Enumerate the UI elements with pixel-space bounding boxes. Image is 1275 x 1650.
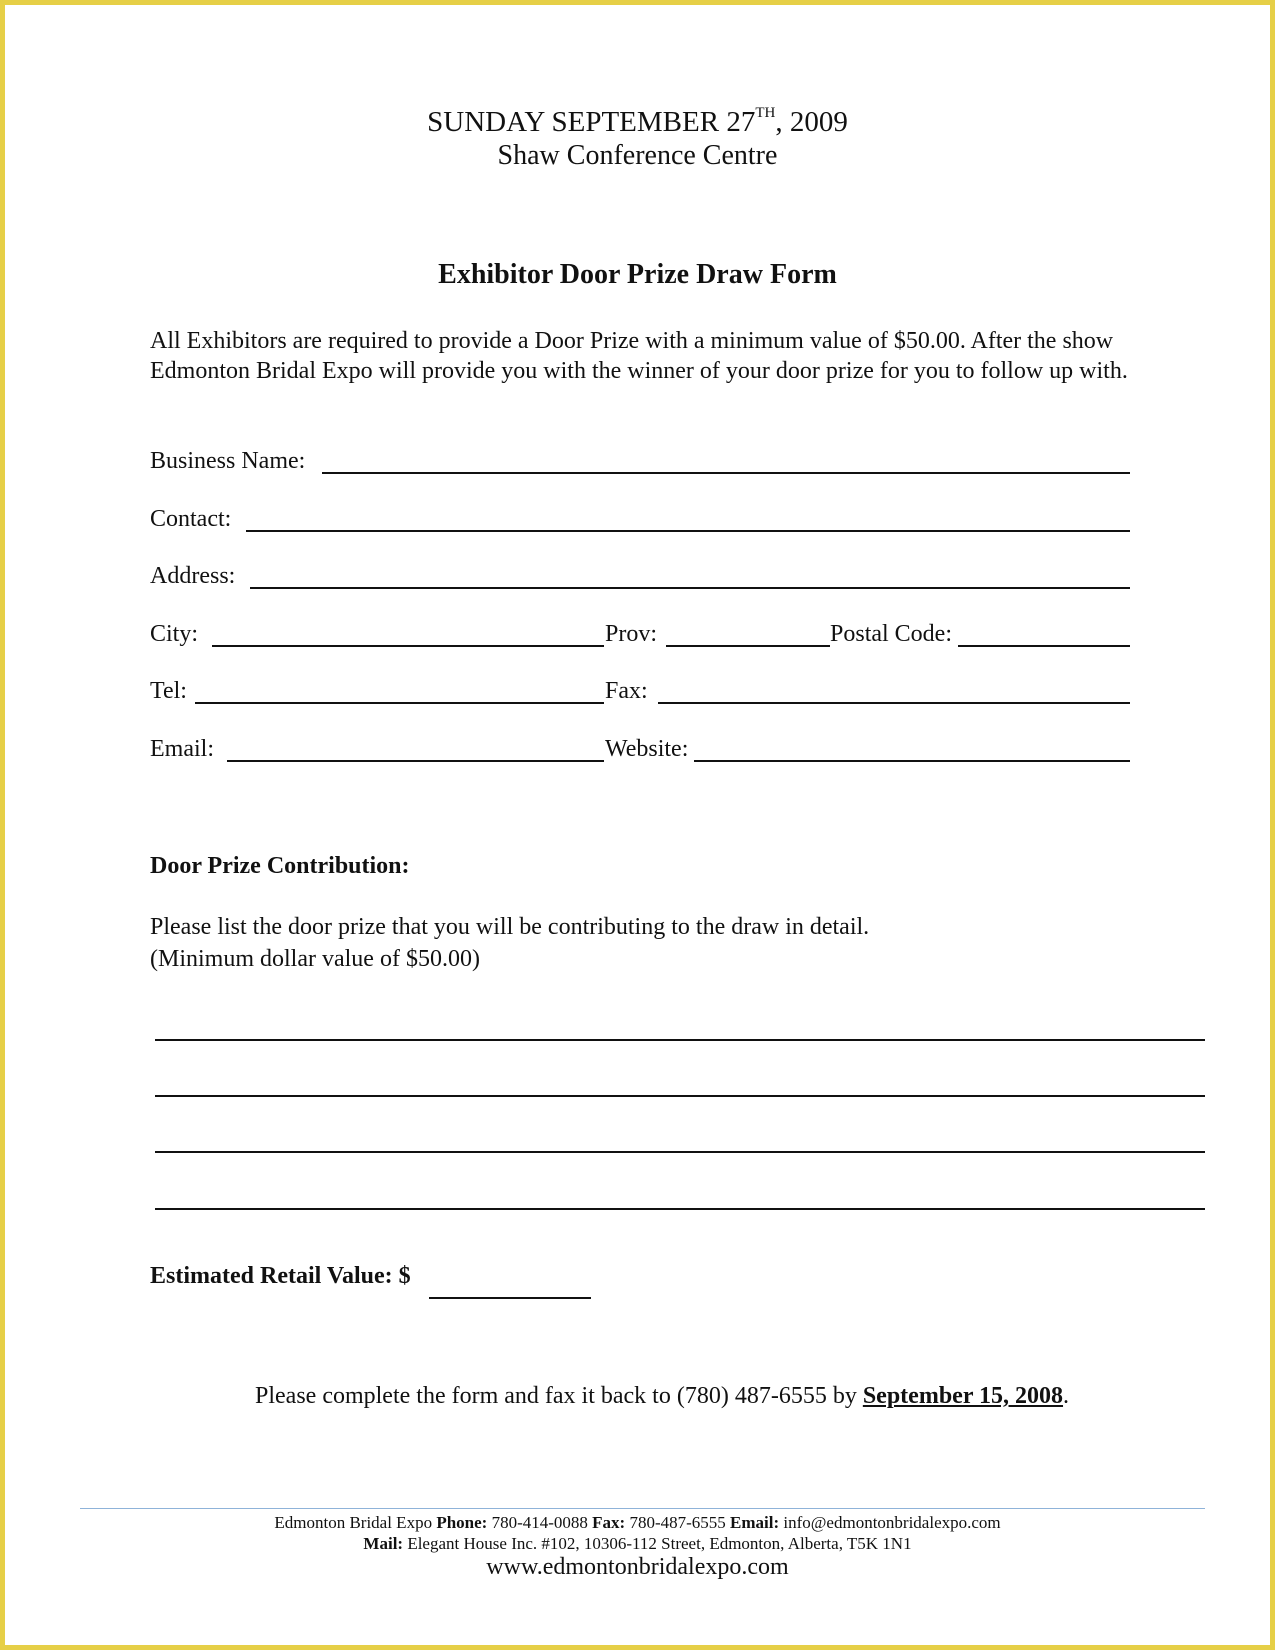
intro-paragraph xyxy=(150,326,1170,386)
footer-phone: 780-414-0088 xyxy=(491,1513,588,1532)
business-name-label: Business Name: xyxy=(150,448,306,474)
footer-website: www.edmontonbridalexpo.com xyxy=(486,1554,789,1580)
prize-description-line-2[interactable] xyxy=(155,1095,1205,1097)
instruction-line-1: Please list the door prize that you will be contributing to the draw in detail. xyxy=(150,914,870,940)
address-label: Address: xyxy=(150,563,236,589)
fax-label: Fax: xyxy=(605,678,648,704)
footer-fax: 780-487-6555 xyxy=(629,1513,726,1532)
email-label: Email: xyxy=(150,736,214,762)
fax-instructions-period: . xyxy=(1063,1383,1070,1409)
postal-code-label: Postal Code: xyxy=(830,621,953,647)
footer-divider xyxy=(80,1508,1205,1509)
estimated-retail-value-label: Estimated Retail Value: $ xyxy=(150,1263,411,1289)
footer-fax-label: Fax: xyxy=(592,1513,626,1532)
prize-description-line-1[interactable] xyxy=(155,1039,1205,1041)
tel-label: Tel: xyxy=(150,678,187,704)
postal-code-field[interactable] xyxy=(958,645,1130,647)
prize-description-line-4[interactable] xyxy=(155,1208,1205,1210)
fax-instructions xyxy=(255,1383,1069,1410)
fax-instructions-text: Please complete the form and fax it back to (780) 487-6555 by xyxy=(255,1383,857,1409)
business-name-field[interactable] xyxy=(322,472,1130,474)
footer-org: Edmonton Bridal Expo xyxy=(274,1513,433,1532)
address-field[interactable] xyxy=(250,587,1130,589)
footer-mail-address: Elegant House Inc. #102, 10306-112 Street, Edmonton, Alberta, T5K 1N1 xyxy=(407,1534,912,1553)
instruction-line-2: (Minimum dollar value of $50.00) xyxy=(150,946,480,972)
footer-mail-line xyxy=(5,1534,1270,1554)
event-date xyxy=(5,105,1270,139)
footer-email-label: Email: xyxy=(730,1513,780,1532)
prov-field[interactable] xyxy=(666,645,830,647)
footer-phone-label: Phone: xyxy=(436,1513,488,1532)
intro-line-1: All Exhibitors are required to provide a Door Prize with a minimum value of $50.00. After the show xyxy=(150,328,1114,354)
event-date-year: , 2009 xyxy=(775,106,848,138)
footer-email: info@edmontonbridalexpo.com xyxy=(783,1513,1001,1532)
contact-field[interactable] xyxy=(246,530,1130,532)
prov-label: Prov: xyxy=(605,621,658,647)
event-date-suffix-sup: TH xyxy=(755,105,776,121)
prize-description-line-3[interactable] xyxy=(155,1151,1205,1153)
door-prize-instructions xyxy=(150,911,869,975)
city-label: City: xyxy=(150,621,199,647)
footer-contact-line xyxy=(5,1513,1270,1533)
website-label: Website: xyxy=(605,736,689,762)
estimated-retail-value-field[interactable] xyxy=(429,1297,591,1299)
form-title: Exhibitor Door Prize Draw Form xyxy=(438,259,837,290)
footer-mail-label: Mail: xyxy=(363,1534,404,1553)
event-venue: Shaw Conference Centre xyxy=(497,140,778,171)
city-field[interactable] xyxy=(212,645,604,647)
tel-field[interactable] xyxy=(195,702,604,704)
website-field[interactable] xyxy=(694,760,1130,762)
door-prize-heading: Door Prize Contribution: xyxy=(150,853,410,879)
event-date-main: SUNDAY SEPTEMBER 27 xyxy=(427,106,756,138)
intro-line-2: Edmonton Bridal Expo will provide you with the winner of your door prize for you to follow up with. xyxy=(150,358,1128,384)
fax-field[interactable] xyxy=(658,702,1130,704)
deadline-date: September 15, 2008 xyxy=(862,1383,1064,1409)
contact-label: Contact: xyxy=(150,506,232,532)
email-field[interactable] xyxy=(227,760,604,762)
